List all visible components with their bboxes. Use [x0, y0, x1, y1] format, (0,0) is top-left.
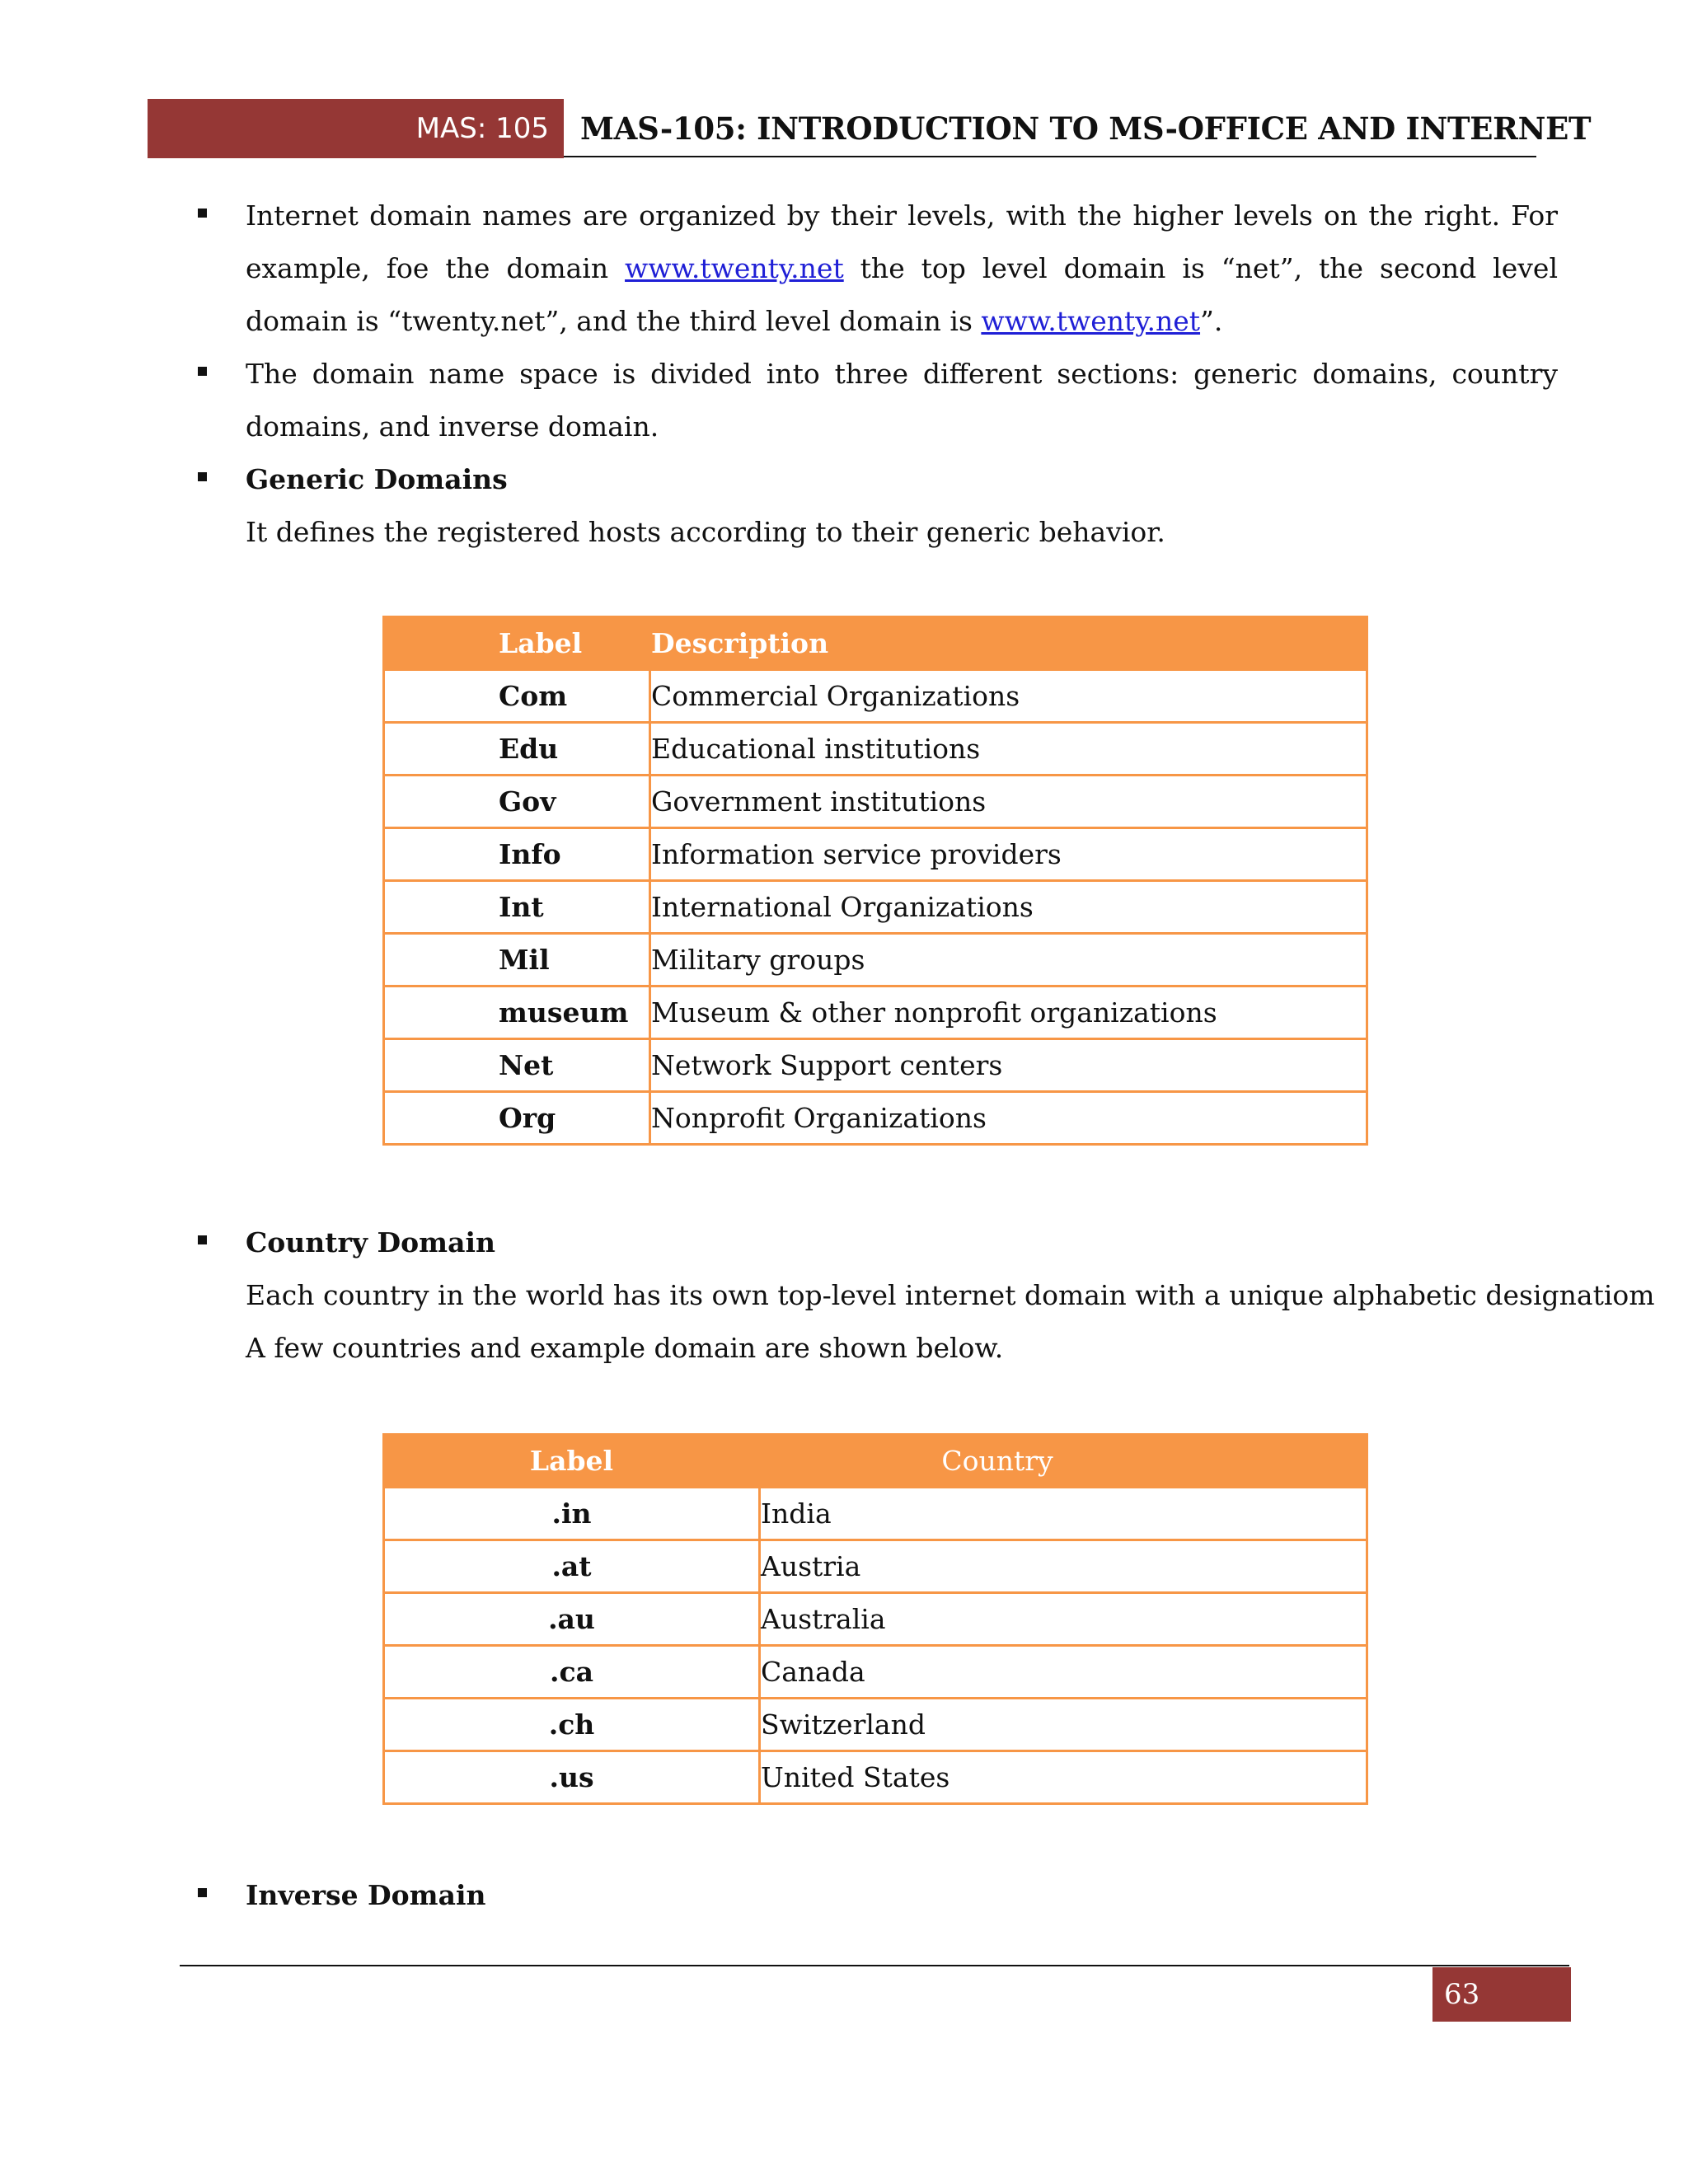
country-domains-table: [382, 1433, 1368, 1805]
country-code-cell: .ca: [384, 1646, 760, 1699]
bullet-domain-levels: [198, 190, 1558, 348]
table-row: [384, 934, 1367, 987]
heading-text: Country Domain: [246, 1226, 496, 1258]
domain-label-cell: Gov: [384, 776, 650, 828]
generic-domains-heading: [198, 453, 1558, 506]
table-row: [384, 828, 1367, 881]
table-row: [384, 1039, 1367, 1092]
country-domain-desc: Each country in the world has its own top-level internet domain with a unique alphabetic designatiom: [246, 1279, 1655, 1311]
table-row: [384, 881, 1367, 934]
domain-description-cell: Network Support centers: [650, 1039, 1367, 1092]
country-name-cell: Switzerland: [760, 1699, 1367, 1751]
domain-label-cell: Edu: [384, 723, 650, 776]
country-code-cell: .in: [384, 1488, 760, 1540]
column-header-description: Description: [650, 617, 1367, 670]
country-section: [198, 1216, 1655, 1375]
header-course-code: MAS: 105: [148, 99, 564, 158]
domain-label-cell: Org: [384, 1092, 650, 1145]
table-row: [384, 987, 1367, 1039]
domain-description-cell: Military groups: [650, 934, 1367, 987]
table-row: [384, 1540, 1367, 1593]
country-name-cell: Australia: [760, 1593, 1367, 1646]
domain-description-cell: Nonprofit Organizations: [650, 1092, 1367, 1145]
country-code-cell: .us: [384, 1751, 760, 1804]
table-row: [384, 776, 1367, 828]
domain-description-cell: International Organizations: [650, 881, 1367, 934]
country-name-cell: India: [760, 1488, 1367, 1540]
country-name-cell: United States: [760, 1751, 1367, 1804]
header-title: MAS-105: INTRODUCTION TO MS-OFFICE AND INTERNET: [580, 110, 1592, 147]
paragraph-text: The domain name space is divided into three different sections: generic domains, country domains, and inverse domain.: [246, 358, 1558, 443]
column-header-label: Label: [384, 1435, 760, 1488]
bullet-marker: [198, 1888, 207, 1897]
table-row: [384, 1488, 1367, 1540]
country-name-cell: Canada: [760, 1646, 1367, 1699]
table-row: [384, 1699, 1367, 1751]
domain-label-cell: museum: [384, 987, 650, 1039]
heading-text: Inverse Domain: [246, 1879, 486, 1911]
page-content: [198, 190, 1558, 559]
page-number: 63: [1432, 1967, 1571, 2022]
link-twenty-net[interactable]: www.twenty.net: [625, 252, 844, 284]
bullet-marker: [198, 209, 207, 218]
inverse-domain-heading: [198, 1869, 1558, 1922]
inverse-section: [198, 1869, 1558, 1922]
header-divider: [564, 156, 1536, 157]
bullet-marker: [198, 367, 207, 376]
footer-divider: [180, 1965, 1569, 1966]
country-domain-desc-2: A few countries and example domain are shown below.: [246, 1332, 1004, 1364]
column-header-label: Label: [384, 617, 650, 670]
table-row: [384, 1593, 1367, 1646]
paragraph-text: ”.: [1200, 305, 1223, 337]
table-row: [384, 1646, 1367, 1699]
country-code-cell: .at: [384, 1540, 760, 1593]
bullet-marker: [198, 472, 207, 481]
domain-label-cell: Info: [384, 828, 650, 881]
generic-domains-desc: It defines the registered hosts according to their generic behavior.: [246, 516, 1165, 548]
domain-description-cell: Government institutions: [650, 776, 1367, 828]
table-row: [384, 670, 1367, 723]
heading-text: Generic Domains: [246, 463, 508, 495]
column-header-country: Country: [760, 1435, 1367, 1488]
domain-description-cell: Museum & other nonprofit organizations: [650, 987, 1367, 1039]
domain-label-cell: Int: [384, 881, 650, 934]
country-domain-heading: [198, 1216, 1558, 1269]
table-row: [384, 1092, 1367, 1145]
table-header-row: [384, 617, 1367, 670]
domain-description-cell: Commercial Organizations: [650, 670, 1367, 723]
country-name-cell: Austria: [760, 1540, 1367, 1593]
table-row: [384, 723, 1367, 776]
table-row: [384, 1751, 1367, 1804]
country-code-cell: .ch: [384, 1699, 760, 1751]
paragraph-text: Internet domain names are organized by their levels, with the higher levels on the right. For example, foe the domain: [246, 199, 1558, 284]
bullet-domain-sections: [198, 348, 1558, 453]
domain-description-cell: Educational institutions: [650, 723, 1367, 776]
domain-label-cell: Com: [384, 670, 650, 723]
link-twenty-net-2[interactable]: www.twenty.net: [981, 305, 1201, 337]
table-header-row: [384, 1435, 1367, 1488]
generic-domains-table: [382, 616, 1368, 1146]
domain-description-cell: Information service providers: [650, 828, 1367, 881]
domain-label-cell: Mil: [384, 934, 650, 987]
bullet-marker: [198, 1235, 207, 1244]
country-code-cell: .au: [384, 1593, 760, 1646]
domain-label-cell: Net: [384, 1039, 650, 1092]
paragraph-text: the top level domain is “net”, the second level domain is “twenty.net”, and the third level domain is: [246, 252, 1558, 337]
